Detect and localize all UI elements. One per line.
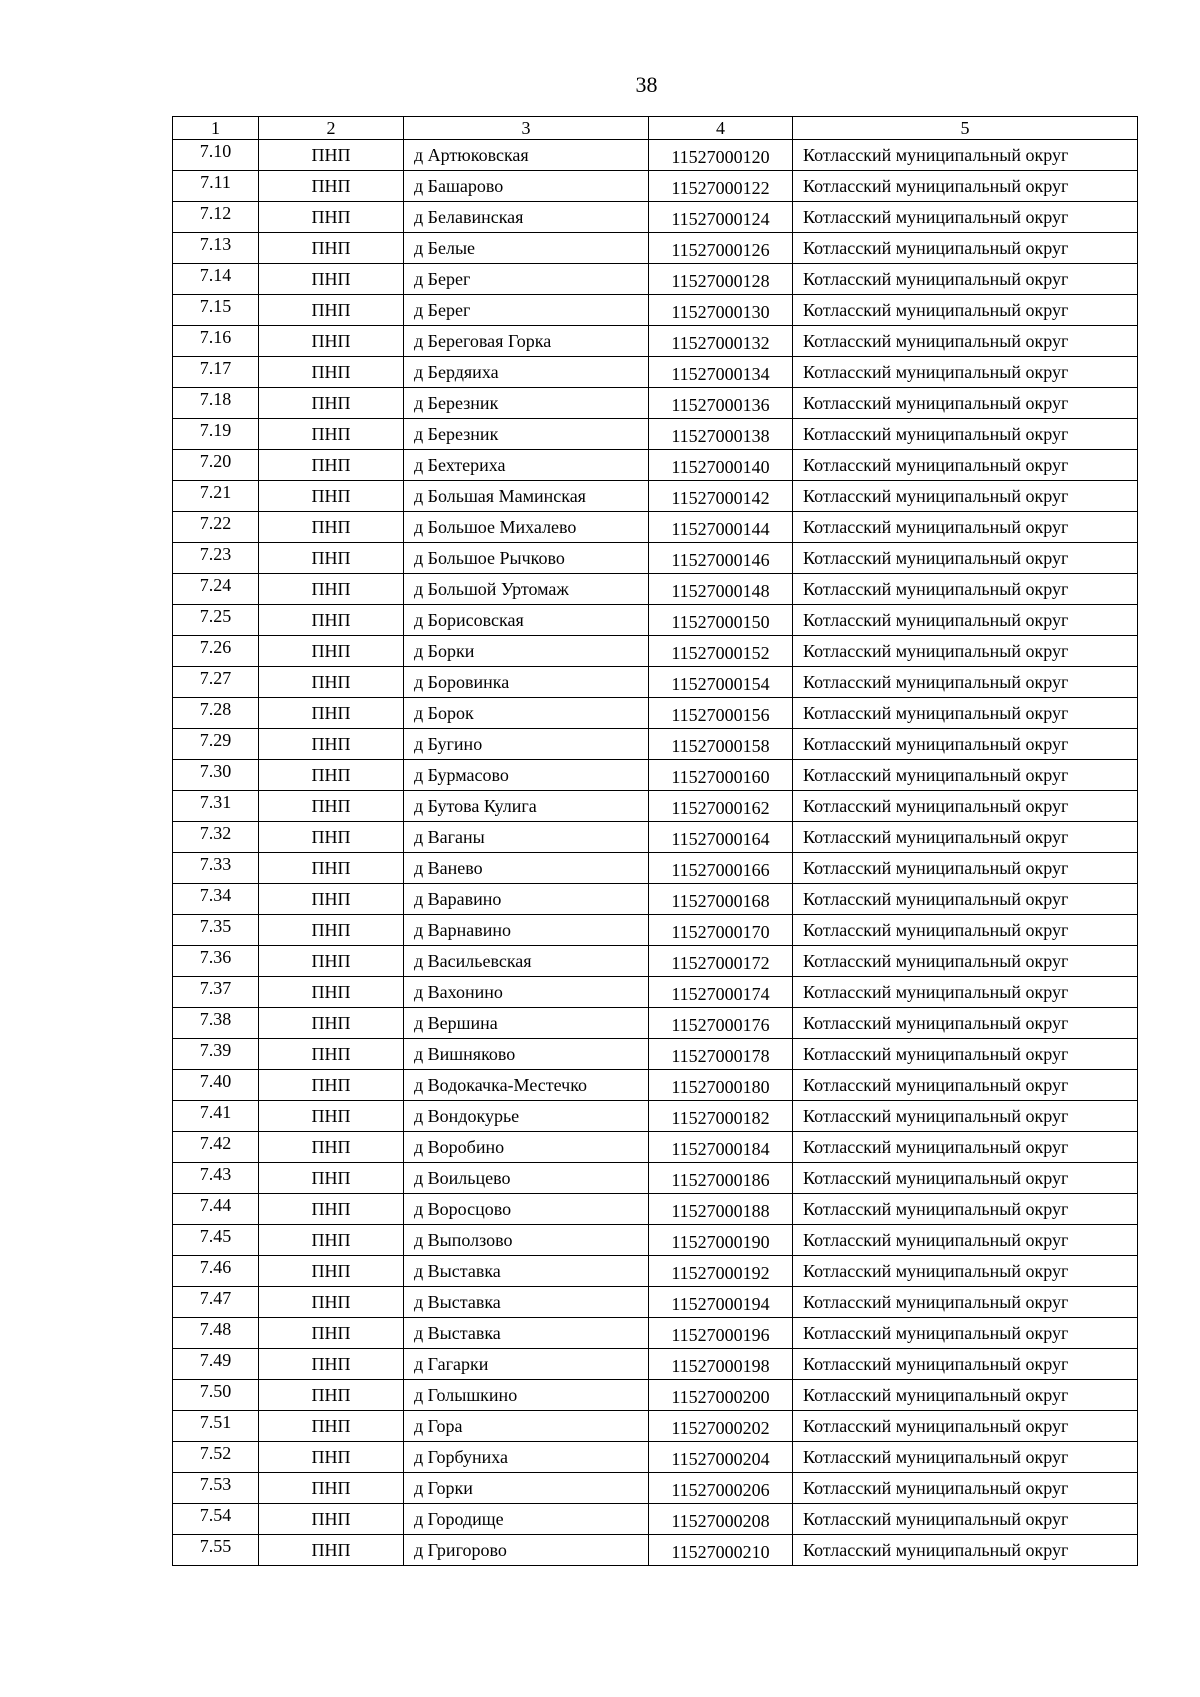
oktmo-code: 11527000204	[649, 1442, 793, 1473]
table-row	[173, 419, 1138, 450]
row-number: 7.51	[173, 1411, 259, 1442]
oktmo-code: 11527000202	[649, 1411, 793, 1442]
oktmo-code: 11527000200	[649, 1380, 793, 1411]
settlement-type: ПНП	[259, 1163, 404, 1194]
settlement-type: ПНП	[259, 760, 404, 791]
settlement-name: д Белавинская	[404, 202, 649, 233]
municipal-district: Котласский муниципальный округ	[793, 884, 1138, 915]
table-row	[173, 791, 1138, 822]
table-row	[173, 1473, 1138, 1504]
settlement-type: ПНП	[259, 574, 404, 605]
municipal-district: Котласский муниципальный округ	[793, 357, 1138, 388]
municipal-district: Котласский муниципальный округ	[793, 791, 1138, 822]
table-row	[173, 1008, 1138, 1039]
oktmo-code: 11527000164	[649, 822, 793, 853]
header-col-1: 1	[173, 117, 259, 140]
settlement-name: д Башарово	[404, 171, 649, 202]
settlement-type: ПНП	[259, 1318, 404, 1349]
settlement-type: ПНП	[259, 171, 404, 202]
settlement-name: д Большой Уртомаж	[404, 574, 649, 605]
settlement-name: д Большая Маминская	[404, 481, 649, 512]
row-number: 7.23	[173, 543, 259, 574]
page-number: 38	[635, 72, 658, 97]
oktmo-code: 11527000166	[649, 853, 793, 884]
settlement-name: д Григорово	[404, 1535, 649, 1566]
settlement-name: д Варнавино	[404, 915, 649, 946]
oktmo-code: 11527000190	[649, 1225, 793, 1256]
oktmo-code: 11527000132	[649, 326, 793, 357]
table-row	[173, 1101, 1138, 1132]
municipal-district: Котласский муниципальный округ	[793, 1163, 1138, 1194]
settlement-name: д Березник	[404, 388, 649, 419]
municipal-district: Котласский муниципальный округ	[793, 481, 1138, 512]
settlement-type: ПНП	[259, 1287, 404, 1318]
municipal-district: Котласский муниципальный округ	[793, 760, 1138, 791]
settlement-name: д Вахонино	[404, 977, 649, 1008]
settlement-type: ПНП	[259, 512, 404, 543]
settlement-type: ПНП	[259, 357, 404, 388]
row-number: 7.50	[173, 1380, 259, 1411]
settlement-name: д Водокачка-Местечко	[404, 1070, 649, 1101]
oktmo-code: 11527000210	[649, 1535, 793, 1566]
registry-table	[172, 116, 1138, 1566]
settlement-type: ПНП	[259, 1473, 404, 1504]
row-number: 7.47	[173, 1287, 259, 1318]
oktmo-code: 11527000174	[649, 977, 793, 1008]
settlement-type: ПНП	[259, 1070, 404, 1101]
row-number: 7.42	[173, 1132, 259, 1163]
oktmo-code: 11527000168	[649, 884, 793, 915]
oktmo-code: 11527000140	[649, 450, 793, 481]
table-row	[173, 1163, 1138, 1194]
settlement-name: д Выставка	[404, 1287, 649, 1318]
municipal-district: Котласский муниципальный округ	[793, 388, 1138, 419]
oktmo-code: 11527000152	[649, 636, 793, 667]
municipal-district: Котласский муниципальный округ	[793, 140, 1138, 171]
municipal-district: Котласский муниципальный округ	[793, 1504, 1138, 1535]
row-number: 7.12	[173, 202, 259, 233]
header-col-2: 2	[259, 117, 404, 140]
settlement-type: ПНП	[259, 543, 404, 574]
row-number: 7.49	[173, 1349, 259, 1380]
row-number: 7.33	[173, 853, 259, 884]
oktmo-code: 11527000138	[649, 419, 793, 450]
municipal-district: Котласский муниципальный округ	[793, 853, 1138, 884]
oktmo-code: 11527000158	[649, 729, 793, 760]
row-number: 7.34	[173, 884, 259, 915]
table-row	[173, 295, 1138, 326]
row-number: 7.32	[173, 822, 259, 853]
row-number: 7.29	[173, 729, 259, 760]
municipal-district: Котласский муниципальный округ	[793, 1349, 1138, 1380]
table-row	[173, 1256, 1138, 1287]
municipal-district: Котласский муниципальный округ	[793, 233, 1138, 264]
row-number: 7.22	[173, 512, 259, 543]
settlement-type: ПНП	[259, 1256, 404, 1287]
table-row	[173, 1442, 1138, 1473]
table-row	[173, 1318, 1138, 1349]
oktmo-code: 11527000144	[649, 512, 793, 543]
oktmo-code: 11527000172	[649, 946, 793, 977]
settlement-name: д Воильцево	[404, 1163, 649, 1194]
settlement-type: ПНП	[259, 884, 404, 915]
settlement-name: д Артюковская	[404, 140, 649, 171]
table-row	[173, 233, 1138, 264]
table-row	[173, 1132, 1138, 1163]
table-row	[173, 667, 1138, 698]
settlement-name: д Ванево	[404, 853, 649, 884]
settlement-type: ПНП	[259, 822, 404, 853]
row-number: 7.19	[173, 419, 259, 450]
row-number: 7.43	[173, 1163, 259, 1194]
row-number: 7.10	[173, 140, 259, 171]
settlement-type: ПНП	[259, 636, 404, 667]
header-row	[173, 117, 1138, 140]
settlement-name: д Бурмасово	[404, 760, 649, 791]
settlement-type: ПНП	[259, 1442, 404, 1473]
oktmo-code: 11527000142	[649, 481, 793, 512]
settlement-type: ПНП	[259, 1411, 404, 1442]
oktmo-code: 11527000162	[649, 791, 793, 822]
row-number: 7.54	[173, 1504, 259, 1535]
settlement-type: ПНП	[259, 1101, 404, 1132]
settlement-name: д Берег	[404, 295, 649, 326]
row-number: 7.53	[173, 1473, 259, 1504]
settlement-type: ПНП	[259, 915, 404, 946]
table-body	[173, 140, 1138, 1566]
settlement-type: ПНП	[259, 667, 404, 698]
table-row	[173, 1070, 1138, 1101]
settlement-name: д Гора	[404, 1411, 649, 1442]
settlement-type: ПНП	[259, 1194, 404, 1225]
table-row	[173, 543, 1138, 574]
row-number: 7.30	[173, 760, 259, 791]
table-row	[173, 512, 1138, 543]
settlement-name: д Бехтериха	[404, 450, 649, 481]
row-number: 7.24	[173, 574, 259, 605]
header-col-4: 4	[649, 117, 793, 140]
oktmo-code: 11527000148	[649, 574, 793, 605]
table-row	[173, 202, 1138, 233]
header-col-5: 5	[793, 117, 1138, 140]
municipal-district: Котласский муниципальный округ	[793, 1318, 1138, 1349]
municipal-district: Котласский муниципальный округ	[793, 605, 1138, 636]
oktmo-code: 11527000194	[649, 1287, 793, 1318]
oktmo-code: 11527000134	[649, 357, 793, 388]
oktmo-code: 11527000180	[649, 1070, 793, 1101]
table-row	[173, 760, 1138, 791]
oktmo-code: 11527000188	[649, 1194, 793, 1225]
settlement-type: ПНП	[259, 140, 404, 171]
table-row	[173, 388, 1138, 419]
settlement-name: д Боровинка	[404, 667, 649, 698]
settlement-name: д Голышкино	[404, 1380, 649, 1411]
municipal-district: Котласский муниципальный округ	[793, 946, 1138, 977]
settlement-name: д Варавино	[404, 884, 649, 915]
table-row	[173, 698, 1138, 729]
row-number: 7.20	[173, 450, 259, 481]
table-row	[173, 1225, 1138, 1256]
oktmo-code: 11527000176	[649, 1008, 793, 1039]
oktmo-code: 11527000154	[649, 667, 793, 698]
settlement-type: ПНП	[259, 1039, 404, 1070]
settlement-name: д Большое Рычково	[404, 543, 649, 574]
table-row	[173, 1411, 1138, 1442]
oktmo-code: 11527000170	[649, 915, 793, 946]
row-number: 7.14	[173, 264, 259, 295]
table-row	[173, 1380, 1138, 1411]
municipal-district: Котласский муниципальный округ	[793, 1380, 1138, 1411]
municipal-district: Котласский муниципальный округ	[793, 202, 1138, 233]
table-row	[173, 977, 1138, 1008]
settlement-type: ПНП	[259, 450, 404, 481]
row-number: 7.15	[173, 295, 259, 326]
row-number: 7.11	[173, 171, 259, 202]
settlement-type: ПНП	[259, 729, 404, 760]
municipal-district: Котласский муниципальный округ	[793, 1132, 1138, 1163]
settlement-type: ПНП	[259, 1225, 404, 1256]
oktmo-code: 11527000196	[649, 1318, 793, 1349]
row-number: 7.55	[173, 1535, 259, 1566]
oktmo-code: 11527000198	[649, 1349, 793, 1380]
row-number: 7.35	[173, 915, 259, 946]
oktmo-code: 11527000122	[649, 171, 793, 202]
table-row	[173, 1535, 1138, 1566]
header-col-3: 3	[404, 117, 649, 140]
municipal-district: Котласский муниципальный округ	[793, 636, 1138, 667]
table-row	[173, 1194, 1138, 1225]
municipal-district: Котласский муниципальный округ	[793, 1101, 1138, 1132]
oktmo-code: 11527000160	[649, 760, 793, 791]
row-number: 7.18	[173, 388, 259, 419]
settlement-type: ПНП	[259, 1349, 404, 1380]
settlement-name: д Березник	[404, 419, 649, 450]
oktmo-code: 11527000156	[649, 698, 793, 729]
municipal-district: Котласский муниципальный округ	[793, 977, 1138, 1008]
municipal-district: Котласский муниципальный округ	[793, 419, 1138, 450]
municipal-district: Котласский муниципальный округ	[793, 915, 1138, 946]
settlement-name: д Борки	[404, 636, 649, 667]
settlement-name: д Большое Михалево	[404, 512, 649, 543]
oktmo-code: 11527000146	[649, 543, 793, 574]
settlement-type: ПНП	[259, 419, 404, 450]
oktmo-code: 11527000124	[649, 202, 793, 233]
settlement-name: д Бердяиха	[404, 357, 649, 388]
table-row	[173, 140, 1138, 171]
oktmo-code: 11527000184	[649, 1132, 793, 1163]
municipal-district: Котласский муниципальный округ	[793, 1008, 1138, 1039]
settlement-name: д Васильевская	[404, 946, 649, 977]
municipal-district: Котласский муниципальный округ	[793, 1039, 1138, 1070]
table-row	[173, 853, 1138, 884]
municipal-district: Котласский муниципальный округ	[793, 1442, 1138, 1473]
settlement-type: ПНП	[259, 1504, 404, 1535]
table-row	[173, 884, 1138, 915]
row-number: 7.28	[173, 698, 259, 729]
settlement-name: д Береговая Горка	[404, 326, 649, 357]
settlement-type: ПНП	[259, 388, 404, 419]
municipal-district: Котласский муниципальный округ	[793, 1256, 1138, 1287]
settlement-name: д Бутова Кулига	[404, 791, 649, 822]
row-number: 7.21	[173, 481, 259, 512]
settlement-type: ПНП	[259, 1132, 404, 1163]
settlement-name: д Воробино	[404, 1132, 649, 1163]
municipal-district: Котласский муниципальный округ	[793, 1473, 1138, 1504]
oktmo-code: 11527000206	[649, 1473, 793, 1504]
settlement-type: ПНП	[259, 326, 404, 357]
settlement-type: ПНП	[259, 233, 404, 264]
settlement-name: д Борок	[404, 698, 649, 729]
table-row	[173, 729, 1138, 760]
table-row	[173, 574, 1138, 605]
table-row	[173, 326, 1138, 357]
settlement-name: д Выползово	[404, 1225, 649, 1256]
settlement-name: д Горки	[404, 1473, 649, 1504]
settlement-name: д Выставка	[404, 1256, 649, 1287]
oktmo-code: 11527000126	[649, 233, 793, 264]
table-row	[173, 1504, 1138, 1535]
settlement-type: ПНП	[259, 1380, 404, 1411]
settlement-name: д Ваганы	[404, 822, 649, 853]
row-number: 7.27	[173, 667, 259, 698]
oktmo-code: 11527000192	[649, 1256, 793, 1287]
row-number: 7.17	[173, 357, 259, 388]
municipal-district: Котласский муниципальный округ	[793, 171, 1138, 202]
oktmo-code: 11527000186	[649, 1163, 793, 1194]
row-number: 7.40	[173, 1070, 259, 1101]
settlement-type: ПНП	[259, 698, 404, 729]
municipal-district: Котласский муниципальный округ	[793, 543, 1138, 574]
settlement-name: д Борисовская	[404, 605, 649, 636]
settlement-type: ПНП	[259, 791, 404, 822]
row-number: 7.36	[173, 946, 259, 977]
table-row	[173, 1039, 1138, 1070]
table-row	[173, 915, 1138, 946]
municipal-district: Котласский муниципальный округ	[793, 512, 1138, 543]
table-row	[173, 1349, 1138, 1380]
row-number: 7.31	[173, 791, 259, 822]
row-number: 7.39	[173, 1039, 259, 1070]
table-row	[173, 357, 1138, 388]
oktmo-code: 11527000150	[649, 605, 793, 636]
municipal-district: Котласский муниципальный округ	[793, 574, 1138, 605]
settlement-name: д Городище	[404, 1504, 649, 1535]
row-number: 7.45	[173, 1225, 259, 1256]
settlement-type: ПНП	[259, 481, 404, 512]
settlement-type: ПНП	[259, 264, 404, 295]
row-number: 7.48	[173, 1318, 259, 1349]
table-row	[173, 450, 1138, 481]
oktmo-code: 11527000136	[649, 388, 793, 419]
municipal-district: Котласский муниципальный округ	[793, 1194, 1138, 1225]
table-row	[173, 822, 1138, 853]
settlement-type: ПНП	[259, 1535, 404, 1566]
municipal-district: Котласский муниципальный округ	[793, 667, 1138, 698]
settlement-name: д Гагарки	[404, 1349, 649, 1380]
settlement-name: д Бугино	[404, 729, 649, 760]
settlement-type: ПНП	[259, 946, 404, 977]
settlement-type: ПНП	[259, 605, 404, 636]
settlement-type: ПНП	[259, 295, 404, 326]
settlement-name: д Белые	[404, 233, 649, 264]
municipal-district: Котласский муниципальный округ	[793, 1070, 1138, 1101]
oktmo-code: 11527000182	[649, 1101, 793, 1132]
oktmo-code: 11527000128	[649, 264, 793, 295]
table-row	[173, 636, 1138, 667]
table-row	[173, 605, 1138, 636]
table-row	[173, 946, 1138, 977]
row-number: 7.46	[173, 1256, 259, 1287]
settlement-name: д Воросцово	[404, 1194, 649, 1225]
municipal-district: Котласский муниципальный округ	[793, 1225, 1138, 1256]
municipal-district: Котласский муниципальный округ	[793, 1411, 1138, 1442]
oktmo-code: 11527000130	[649, 295, 793, 326]
row-number: 7.52	[173, 1442, 259, 1473]
municipal-district: Котласский муниципальный округ	[793, 1287, 1138, 1318]
row-number: 7.41	[173, 1101, 259, 1132]
table-row	[173, 171, 1138, 202]
settlement-name: д Вишняково	[404, 1039, 649, 1070]
oktmo-code: 11527000120	[649, 140, 793, 171]
row-number: 7.44	[173, 1194, 259, 1225]
settlement-name: д Выставка	[404, 1318, 649, 1349]
municipal-district: Котласский муниципальный округ	[793, 698, 1138, 729]
settlement-name: д Берег	[404, 264, 649, 295]
row-number: 7.13	[173, 233, 259, 264]
municipal-district: Котласский муниципальный округ	[793, 295, 1138, 326]
table-row	[173, 264, 1138, 295]
municipal-district: Котласский муниципальный округ	[793, 822, 1138, 853]
row-number: 7.25	[173, 605, 259, 636]
municipal-district: Котласский муниципальный округ	[793, 729, 1138, 760]
row-number: 7.16	[173, 326, 259, 357]
municipal-district: Котласский муниципальный округ	[793, 450, 1138, 481]
municipal-district: Котласский муниципальный округ	[793, 1535, 1138, 1566]
settlement-type: ПНП	[259, 202, 404, 233]
table-row	[173, 481, 1138, 512]
table-row	[173, 1287, 1138, 1318]
settlement-type: ПНП	[259, 1008, 404, 1039]
settlement-type: ПНП	[259, 853, 404, 884]
settlement-name: д Вондокурье	[404, 1101, 649, 1132]
oktmo-code: 11527000208	[649, 1504, 793, 1535]
row-number: 7.37	[173, 977, 259, 1008]
row-number: 7.38	[173, 1008, 259, 1039]
municipal-district: Котласский муниципальный округ	[793, 326, 1138, 357]
settlement-type: ПНП	[259, 977, 404, 1008]
settlement-name: д Вершина	[404, 1008, 649, 1039]
oktmo-code: 11527000178	[649, 1039, 793, 1070]
settlement-name: д Горбуниха	[404, 1442, 649, 1473]
row-number: 7.26	[173, 636, 259, 667]
table-header	[173, 117, 1138, 140]
municipal-district: Котласский муниципальный округ	[793, 264, 1138, 295]
